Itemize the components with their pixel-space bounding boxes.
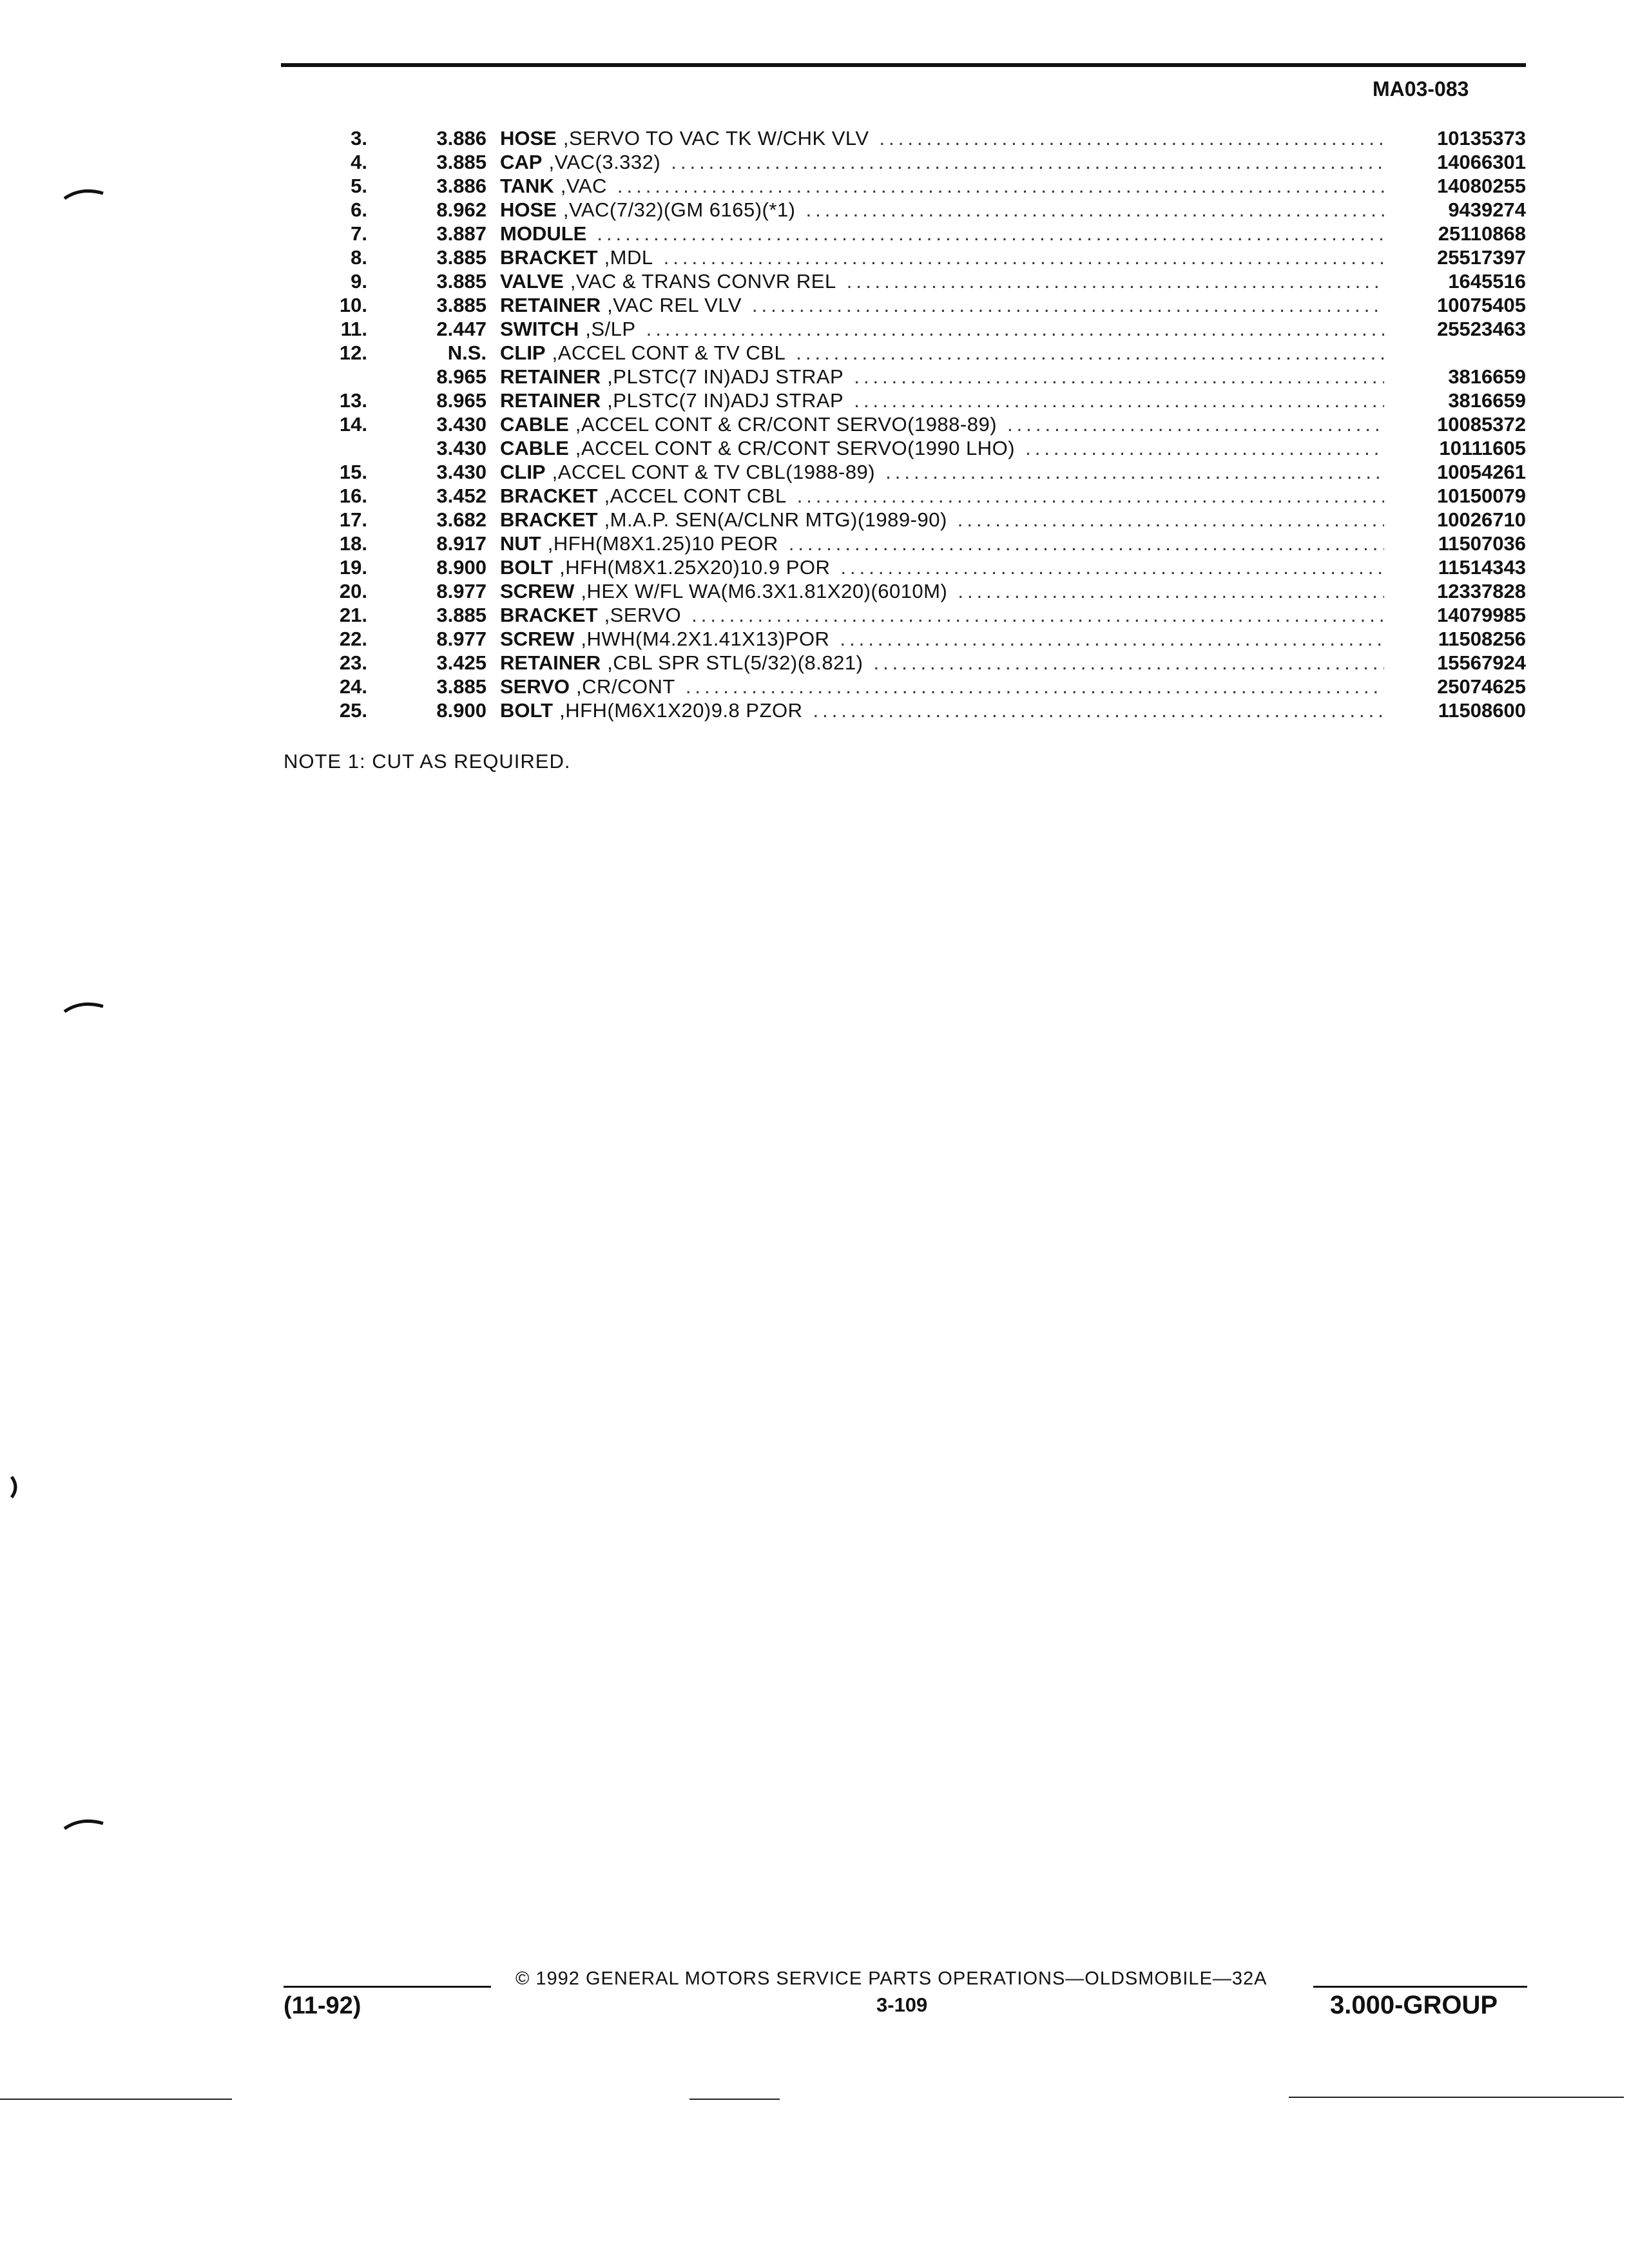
parts-row [0, 484, 1629, 508]
part-number: 25074625 [1437, 675, 1526, 698]
part-detail: ,ACCEL CONT & CR/CONT SERVO(1990 LHO) [575, 437, 1016, 459]
item-number: 25. [339, 699, 367, 722]
group-number: 3.682 [436, 508, 487, 531]
part-description [500, 579, 1384, 603]
part-name: CLIP [500, 461, 546, 483]
group-number: 3.430 [436, 461, 487, 483]
item-number: 18. [339, 532, 367, 555]
part-description [500, 389, 1384, 412]
part-number: 10111605 [1439, 437, 1526, 459]
part-description [500, 436, 1384, 460]
part-description [500, 532, 1384, 555]
footnote: NOTE 1: CUT AS REQUIRED. [284, 750, 571, 773]
part-detail: ,SERVO TO VAC TK W/CHK VLV [563, 127, 869, 149]
part-number: 10075405 [1437, 294, 1526, 316]
part-description [500, 126, 1384, 150]
part-description [500, 269, 1384, 293]
item-number: 19. [339, 556, 367, 579]
group-number: 2.447 [436, 318, 487, 340]
dot-leader [803, 698, 1384, 722]
top-rule [281, 63, 1526, 67]
dot-leader [843, 389, 1384, 412]
part-detail: ,ACCEL CONT & TV CBL(1988-89) [552, 461, 876, 483]
part-name: BRACKET [500, 604, 598, 626]
item-number: 22. [339, 628, 367, 650]
part-number: 3816659 [1448, 365, 1526, 388]
parts-row [0, 436, 1629, 460]
part-detail: ,MDL [604, 246, 653, 269]
parts-row [0, 222, 1629, 245]
part-number: 15567924 [1437, 651, 1526, 674]
item-number: 24. [339, 675, 367, 698]
part-name: CABLE [500, 413, 569, 436]
item-number: 17. [339, 508, 367, 531]
group-number: 3.430 [436, 413, 487, 436]
part-number: 10150079 [1437, 485, 1526, 507]
document-code: MA03-083 [1373, 77, 1469, 101]
part-detail: ,M.A.P. SEN(A/CLNR MTG)(1989-90) [604, 508, 947, 531]
item-number: 6. [351, 198, 367, 221]
part-name: SCREW [500, 628, 575, 650]
part-detail: ,HEX W/FL WA(M6.3X1.81X20)(6010M) [581, 580, 948, 602]
parts-row [0, 126, 1629, 150]
parts-row [0, 341, 1629, 365]
item-number: 4. [351, 151, 367, 173]
part-number: 11514343 [1438, 556, 1526, 579]
group-number: 8.977 [436, 628, 487, 650]
parts-row [0, 532, 1629, 555]
item-number: 3. [351, 127, 367, 149]
part-detail: ,ACCEL CONT & CR/CONT SERVO(1988-89) [575, 413, 998, 436]
group-number: 8.900 [436, 556, 487, 579]
dot-leader [607, 174, 1384, 198]
group-number: 3.885 [436, 604, 487, 626]
part-number: 1645516 [1448, 270, 1526, 293]
part-description [500, 651, 1384, 675]
part-detail: ,SERVO [604, 604, 682, 626]
part-description [500, 484, 1384, 508]
part-name: CLIP [500, 341, 546, 364]
item-number: 12. [339, 341, 367, 364]
part-name: BRACKET [500, 246, 598, 269]
parts-row [0, 651, 1629, 675]
parts-row [0, 675, 1629, 698]
margin-mark [9, 1474, 22, 1500]
group-number: 3.885 [436, 294, 487, 316]
part-name: HOSE [500, 127, 557, 149]
part-detail: ,VAC(3.332) [548, 151, 661, 173]
part-number: 11508600 [1438, 699, 1526, 722]
parts-row [0, 365, 1629, 389]
part-name: SCREW [500, 580, 575, 602]
part-description [500, 150, 1384, 174]
group-number: 3.885 [436, 270, 487, 293]
part-detail: ,CR/CONT [575, 675, 675, 698]
part-number: 10026710 [1437, 508, 1526, 531]
part-name: TANK [500, 175, 554, 197]
margin-mark [62, 1814, 107, 1834]
group-number: 8.965 [436, 389, 487, 412]
part-number: 10085372 [1437, 413, 1526, 436]
part-description [500, 245, 1384, 269]
dot-leader [869, 126, 1384, 150]
group-number: 8.900 [436, 699, 487, 722]
group-label: 3.000-GROUP [1330, 1991, 1498, 2019]
dot-leader [875, 460, 1384, 484]
part-description [500, 341, 1384, 365]
part-number: 25110868 [1438, 222, 1526, 245]
page-number: 3-109 [876, 1994, 928, 2016]
margin-mark [62, 997, 107, 1017]
group-number: 8.962 [436, 198, 487, 221]
part-name: RETAINER [500, 294, 601, 316]
part-detail: ,HFH(M8X1.25)10 PEOR [547, 532, 778, 555]
part-description [500, 222, 1384, 245]
dot-leader [997, 412, 1384, 436]
item-number: 23. [339, 651, 367, 674]
part-detail: ,VAC(7/32)(GM 6165)(*1) [563, 198, 796, 221]
copyright-notice: © 1992 GENERAL MOTORS SERVICE PARTS OPERATIONS—OLDSMOBILE—32A [516, 1968, 1268, 1989]
part-description [500, 198, 1384, 222]
part-name: CABLE [500, 437, 569, 459]
dot-leader [653, 245, 1384, 269]
dot-leader [843, 365, 1384, 389]
item-number: 9. [351, 270, 367, 293]
parts-row [0, 174, 1629, 198]
part-description [500, 365, 1384, 389]
group-number: 3.425 [436, 651, 487, 674]
part-number: 14080255 [1437, 175, 1526, 197]
part-number: 12337828 [1437, 580, 1526, 602]
parts-row [0, 698, 1629, 722]
part-description [500, 317, 1384, 341]
part-description [500, 675, 1384, 698]
item-number: 13. [339, 389, 367, 412]
part-description [500, 627, 1384, 651]
part-description [500, 555, 1384, 579]
part-detail: ,HFH(M6X1X20)9.8 PZOR [559, 699, 803, 722]
dot-leader [660, 150, 1384, 174]
part-description [500, 174, 1384, 198]
part-number: 11507036 [1438, 532, 1526, 555]
part-number: 25517397 [1437, 246, 1526, 269]
dot-leader [830, 555, 1384, 579]
scan-line [0, 2099, 232, 2100]
parts-row [0, 460, 1629, 484]
group-number: 3.430 [436, 437, 487, 459]
part-number: 11508256 [1438, 628, 1526, 650]
group-number: N.S. [447, 341, 487, 364]
dot-leader [863, 651, 1384, 675]
parts-row [0, 269, 1629, 293]
dot-leader [636, 317, 1384, 341]
item-number: 7. [351, 222, 367, 245]
parts-row [0, 389, 1629, 412]
part-name: SERVO [500, 675, 570, 698]
parts-row [0, 245, 1629, 269]
group-number: 3.886 [436, 175, 487, 197]
dot-leader [1015, 436, 1384, 460]
group-number: 3.886 [436, 127, 487, 149]
dot-leader [786, 341, 1384, 365]
part-detail: ,VAC REL VLV [607, 294, 742, 316]
item-number: 20. [339, 580, 367, 602]
part-number: 14079985 [1437, 604, 1526, 626]
part-description [500, 698, 1384, 722]
item-number: 21. [339, 604, 367, 626]
item-number: 11. [340, 318, 367, 340]
parts-row [0, 603, 1629, 627]
part-number: 3816659 [1448, 389, 1526, 412]
revision-date: (11-92) [284, 1992, 361, 2019]
part-name: RETAINER [500, 389, 601, 412]
item-number: 5. [351, 175, 367, 197]
dot-leader [947, 579, 1384, 603]
part-name: HOSE [500, 198, 557, 221]
part-name: BRACKET [500, 485, 598, 507]
group-number: 8.965 [436, 365, 487, 388]
part-name: SWITCH [500, 318, 579, 340]
part-name: NUT [500, 532, 541, 555]
dot-leader [675, 675, 1384, 698]
dot-leader [681, 603, 1384, 627]
item-number: 14. [339, 413, 367, 436]
part-number: 25523463 [1437, 318, 1526, 340]
parts-row [0, 317, 1629, 341]
item-number: 15. [339, 461, 367, 483]
parts-row [0, 198, 1629, 222]
dot-leader [586, 222, 1384, 245]
part-detail: ,ACCEL CONT & TV CBL [552, 341, 786, 364]
parts-list [0, 126, 1629, 722]
part-name: RETAINER [500, 651, 601, 674]
part-name: MODULE [500, 222, 587, 245]
part-detail: ,S/LP [585, 318, 636, 340]
part-name: BRACKET [500, 508, 598, 531]
part-name: CAP [500, 151, 543, 173]
part-detail: ,CBL SPR STL(5/32)(8.821) [607, 651, 863, 674]
part-detail: ,PLSTC(7 IN)ADJ STRAP [607, 389, 844, 412]
part-name: BOLT [500, 556, 554, 579]
group-number: 3.452 [436, 485, 487, 507]
group-number: 8.917 [436, 532, 487, 555]
part-detail: ,HWH(M4.2X1.41X13)POR [581, 628, 830, 650]
part-description [500, 460, 1384, 484]
part-number: 9439274 [1448, 198, 1526, 221]
parts-row [0, 555, 1629, 579]
dot-leader [787, 484, 1384, 508]
parts-row [0, 150, 1629, 174]
group-number: 3.885 [436, 675, 487, 698]
footer-rule-right [1313, 1986, 1527, 1988]
parts-row [0, 412, 1629, 436]
part-description [500, 603, 1384, 627]
parts-row [0, 293, 1629, 317]
part-detail: ,ACCEL CONT CBL [604, 485, 787, 507]
part-name: VALVE [500, 270, 564, 293]
parts-row [0, 508, 1629, 532]
part-name: BOLT [500, 699, 554, 722]
part-number: 10135373 [1437, 127, 1526, 149]
group-number: 3.885 [436, 151, 487, 173]
dot-leader [947, 508, 1384, 532]
part-number: 14066301 [1437, 151, 1526, 173]
parts-row [0, 627, 1629, 651]
item-number: 8. [351, 246, 367, 269]
parts-row [0, 579, 1629, 603]
scan-line [689, 2099, 780, 2100]
scan-line [1289, 2097, 1624, 2098]
part-description [500, 508, 1384, 532]
part-description [500, 293, 1384, 317]
dot-leader [796, 198, 1384, 222]
margin-mark [62, 184, 107, 204]
part-detail: ,PLSTC(7 IN)ADJ STRAP [607, 365, 844, 388]
group-number: 8.977 [436, 580, 487, 602]
item-number: 10. [339, 294, 367, 316]
group-number: 3.887 [436, 222, 487, 245]
part-detail: ,HFH(M8X1.25X20)10.9 POR [559, 556, 831, 579]
group-number: 3.885 [436, 246, 487, 269]
part-name: RETAINER [500, 365, 601, 388]
dot-leader [778, 532, 1384, 555]
part-number: 10054261 [1437, 461, 1526, 483]
part-detail: ,VAC & TRANS CONVR REL [570, 270, 836, 293]
part-description [500, 412, 1384, 436]
part-detail: ,VAC [560, 175, 607, 197]
dot-leader [742, 293, 1384, 317]
dot-leader [829, 627, 1384, 651]
footer-rule-left [284, 1986, 491, 1988]
item-number: 16. [339, 485, 367, 507]
dot-leader [836, 269, 1384, 293]
